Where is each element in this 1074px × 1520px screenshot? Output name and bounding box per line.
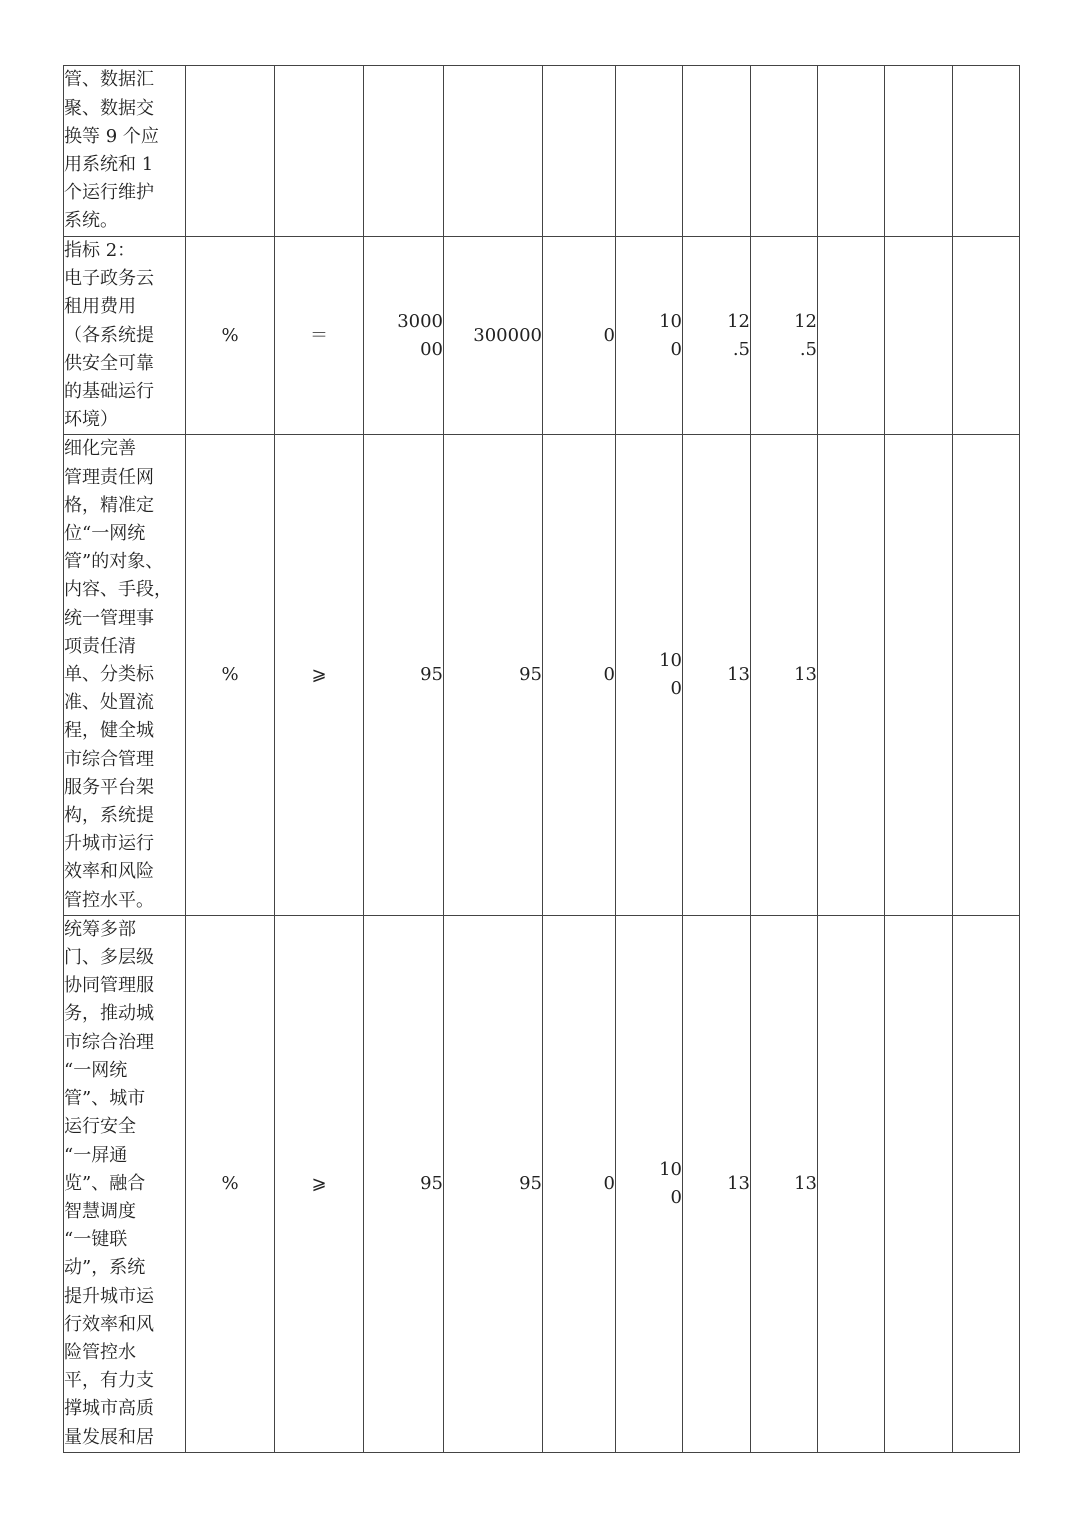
unit-cell <box>186 66 275 237</box>
empty-cell <box>885 435 953 915</box>
empty-cell <box>818 66 885 237</box>
actual-cell: 95 <box>444 435 543 915</box>
weight-cell: 13 <box>683 915 751 1452</box>
symbol-cell: ⩾ <box>275 915 364 1452</box>
score-cell: 13 <box>751 915 818 1452</box>
indicator-description: 统筹多部 门、多层级 协同管理服 务，推动城 市综合治理 “一网统 管”、城市 运行安全 “一屏通 览”、融合 智慧调度 “一键联 动”，系统 提升城市运 行效率和风 险管控水 平，有力支 撑城市高质 量发展和居 <box>64 915 186 1452</box>
indicator-description: 管、数据汇 聚、数据交 换等 9 个应 用系统和 1 个运行维护 系统。 <box>64 66 186 237</box>
empty-cell <box>885 66 953 237</box>
indicator-description: 指标 2： 电子政务云 租用费用 （各系统提 供安全可靠 的基础运行 环境） <box>64 237 186 435</box>
deviation-cell <box>543 66 616 237</box>
indicator-table <box>63 65 1020 1453</box>
weight-cell <box>683 66 751 237</box>
score-cell: 13 <box>751 435 818 915</box>
empty-cell <box>953 237 1020 435</box>
completion-cell: 10 0 <box>616 915 683 1452</box>
empty-cell <box>885 237 953 435</box>
empty-cell <box>953 66 1020 237</box>
actual-cell: 95 <box>444 915 543 1452</box>
symbol-cell: ⩾ <box>275 435 364 915</box>
symbol-cell: ＝ <box>275 237 364 435</box>
actual-cell: 300000 <box>444 237 543 435</box>
unit-cell: % <box>186 435 275 915</box>
target-cell: 95 <box>364 435 444 915</box>
score-cell <box>751 66 818 237</box>
table-row <box>64 915 1020 1452</box>
unit-cell: % <box>186 237 275 435</box>
target-cell: 3000 00 <box>364 237 444 435</box>
completion-cell: 10 0 <box>616 435 683 915</box>
deviation-cell: 0 <box>543 915 616 1452</box>
target-cell: 95 <box>364 915 444 1452</box>
empty-cell <box>818 237 885 435</box>
score-cell: 12 .5 <box>751 237 818 435</box>
deviation-cell: 0 <box>543 237 616 435</box>
table-row <box>64 435 1020 915</box>
table-row <box>64 66 1020 237</box>
weight-cell: 13 <box>683 435 751 915</box>
target-cell <box>364 66 444 237</box>
unit-cell: % <box>186 915 275 1452</box>
empty-cell <box>818 915 885 1452</box>
empty-cell <box>885 915 953 1452</box>
deviation-cell: 0 <box>543 435 616 915</box>
table-row <box>64 237 1020 435</box>
empty-cell <box>818 435 885 915</box>
completion-cell: 10 0 <box>616 237 683 435</box>
completion-cell <box>616 66 683 237</box>
symbol-cell <box>275 66 364 237</box>
weight-cell: 12 .5 <box>683 237 751 435</box>
indicator-description: 细化完善 管理责任网 格，精准定 位“一网统 管”的对象、 内容、手段， 统一管理事 项责任清 单、分类标 准、处置流 程，健全城 市综合管理 服务平台架 构，系统提 升城市运行 效率和风险 管控水平。 <box>64 435 186 915</box>
empty-cell <box>953 435 1020 915</box>
actual-cell <box>444 66 543 237</box>
empty-cell <box>953 915 1020 1452</box>
